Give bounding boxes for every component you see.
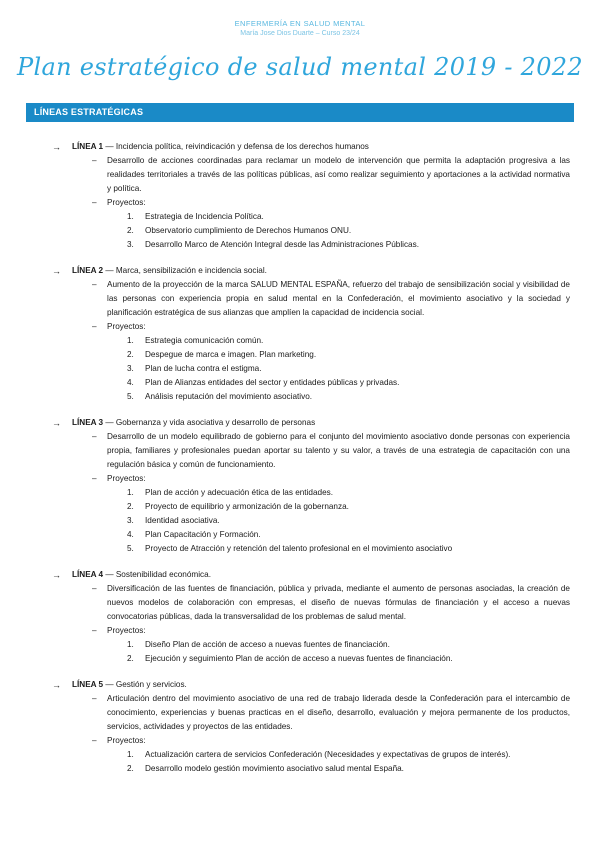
line-name: Gestión y servicios.	[115, 680, 187, 689]
line-heading	[0, 568, 600, 582]
project-item	[0, 210, 600, 224]
project-text: Identidad asociativa.	[145, 516, 220, 525]
project-item	[0, 514, 600, 528]
project-number: 1.	[127, 336, 134, 345]
project-item	[0, 224, 600, 238]
project-number: 2.	[127, 350, 134, 359]
project-text: Proyecto de Atracción y retención del talento profesional en el movimiento asociativo	[145, 544, 453, 553]
dash-bullet: –	[92, 694, 97, 703]
project-text: Plan de acción y adecuación ética de las entidades.	[145, 488, 333, 497]
project-number: 2.	[127, 502, 134, 511]
project-item	[0, 638, 600, 652]
project-item	[0, 390, 600, 404]
line-name: Incidencia política, reivindicación y defensa de los derechos humanos	[115, 142, 369, 151]
project-text: Análisis reputación del movimiento asociativo.	[145, 392, 313, 401]
strategic-lines	[0, 140, 600, 788]
header-author: María Jose Dios Duarte – Curso 23/24	[240, 30, 360, 37]
projects-label: Proyectos:	[107, 626, 146, 635]
dash-bullet: –	[92, 584, 97, 593]
line-label: LÍNEA 4	[72, 570, 104, 579]
strategic-line	[0, 678, 600, 776]
project-item	[0, 238, 600, 252]
description-text: Desarrollo de un modelo equilibrado de gobierno para el conjunto del movimiento asociativo donde personas con experiencia propia, familiares y profesionales puedan aportar su talento y su valor, a través de una estrategia de capacitación con una regulación básica y común de funcionamiento.	[107, 432, 570, 469]
dash-bullet: –	[92, 280, 97, 289]
project-number: 3.	[127, 240, 134, 249]
project-number: 4.	[127, 530, 134, 539]
line-heading	[0, 140, 600, 154]
line-separator: —	[103, 142, 116, 151]
page-header	[0, 0, 600, 39]
project-text: Plan de Alianzas entidades del sector y entidades públicas y privadas.	[145, 378, 400, 387]
line-description	[0, 154, 600, 196]
projects-label: Proyectos:	[107, 322, 146, 331]
project-text: Desarrollo Marco de Atención Integral desde las Administraciones Públicas.	[145, 240, 419, 249]
line-heading	[0, 264, 600, 278]
project-number: 2.	[127, 654, 134, 663]
project-text: Proyecto de equilibrio y armonización de la gobernanza.	[145, 502, 349, 511]
projects-heading	[0, 624, 600, 638]
line-label: LÍNEA 2	[72, 266, 104, 275]
project-item	[0, 542, 600, 556]
strategic-line	[0, 416, 600, 556]
dash-bullet: –	[92, 198, 97, 207]
line-label: LÍNEA 3	[72, 418, 104, 427]
projects-heading	[0, 196, 600, 210]
line-label: LÍNEA 5	[72, 680, 104, 689]
project-text: Ejecución y seguimiento Plan de acción de acceso a nuevas fuentes de financiación.	[145, 654, 453, 663]
line-title	[72, 568, 211, 582]
project-list	[0, 486, 600, 556]
project-number: 5.	[127, 392, 134, 401]
line-separator: —	[103, 418, 116, 427]
dash-bullet: –	[92, 156, 97, 165]
line-description	[0, 582, 600, 624]
project-item	[0, 348, 600, 362]
arrow-icon: →	[52, 418, 61, 428]
project-item	[0, 500, 600, 514]
project-list	[0, 638, 600, 666]
project-text: Estrategia comunicación común.	[145, 336, 264, 345]
line-title	[72, 678, 187, 692]
project-number: 1.	[127, 488, 134, 497]
arrow-icon: →	[52, 266, 61, 276]
project-text: Diseño Plan de acción de acceso a nuevas fuentes de financiación.	[145, 640, 390, 649]
project-item	[0, 762, 600, 776]
project-item	[0, 652, 600, 666]
dash-bullet: –	[92, 736, 97, 745]
project-text: Plan Capacitación y Formación.	[145, 530, 261, 539]
project-item	[0, 748, 600, 762]
arrow-icon: →	[52, 142, 61, 152]
arrow-icon: →	[52, 570, 61, 580]
line-name: Marca, sensibilización e incidencia social.	[115, 266, 267, 275]
line-title	[72, 264, 267, 278]
project-text: Observatorio cumplimiento de Derechos Humanos ONU.	[145, 226, 352, 235]
description-text: Diversificación de las fuentes de financiación, pública y privada, mediante el aumento de personas asociadas, la creación de nuevos modelos de colaboración con empresas, el diseño de nuevas fórmulas de financiación y el acceso a nuevas convocatorias públicas, dada la transversalidad de los problemas de salud mental.	[107, 584, 570, 621]
description-text: Desarrollo de acciones coordinadas para reclamar un modelo de intervención que permita la adaptación progresiva a las realidades territoriales a través de las políticas públicas, así como realizar seguimiento y aportaciones a la actividad normativa y política.	[107, 156, 570, 193]
project-item	[0, 528, 600, 542]
project-list	[0, 748, 600, 776]
project-list	[0, 334, 600, 404]
project-text: Estrategia de Incidencia Política.	[145, 212, 264, 221]
projects-label: Proyectos:	[107, 474, 146, 483]
project-number: 1.	[127, 212, 134, 221]
project-text: Plan de lucha contra el estigma.	[145, 364, 262, 373]
dash-bullet: –	[92, 626, 97, 635]
line-heading	[0, 678, 600, 692]
line-description	[0, 278, 600, 320]
project-number: 4.	[127, 378, 134, 387]
project-number: 1.	[127, 640, 134, 649]
line-separator: —	[103, 680, 116, 689]
line-label: LÍNEA 1	[72, 142, 104, 151]
line-separator: —	[103, 266, 116, 275]
strategic-line	[0, 140, 600, 252]
projects-heading	[0, 472, 600, 486]
dash-bullet: –	[92, 432, 97, 441]
project-list	[0, 210, 600, 252]
project-number: 3.	[127, 364, 134, 373]
page-title: Plan estratégico de salud mental 2019 - 2022	[17, 53, 583, 81]
line-description	[0, 430, 600, 472]
projects-label: Proyectos:	[107, 736, 146, 745]
project-text: Desarrollo modelo gestión movimiento asociativo salud mental España.	[145, 764, 404, 773]
strategic-line	[0, 264, 600, 404]
project-number: 1.	[127, 750, 134, 759]
line-title	[72, 416, 315, 430]
section-heading: LÍNEAS ESTRATÉGICAS	[26, 103, 574, 122]
projects-heading	[0, 320, 600, 334]
dash-bullet: –	[92, 322, 97, 331]
project-item	[0, 334, 600, 348]
project-number: 2.	[127, 226, 134, 235]
project-text: Actualización cartera de servicios Confederación (Necesidades y expectativas de grupos de interés).	[145, 750, 511, 759]
project-item	[0, 376, 600, 390]
dash-bullet: –	[92, 474, 97, 483]
project-number: 2.	[127, 764, 134, 773]
project-item	[0, 486, 600, 500]
arrow-icon: →	[52, 680, 61, 690]
line-name: Sostenibilidad económica.	[115, 570, 211, 579]
projects-heading	[0, 734, 600, 748]
description-text: Articulación dentro del movimiento asociativo de una red de trabajo liderada desde la Confederación para el intercambio de conocimiento, experiencias y buenas practicas en el diseño, desarrollo, evaluación y mejora permanente de los productos, servicios, actividades y proyectos de las entidades.	[107, 694, 570, 731]
strategic-line	[0, 568, 600, 666]
project-text: Despegue de marca e imagen. Plan marketing.	[145, 350, 317, 359]
project-number: 3.	[127, 516, 134, 525]
header-subject: ENFERMERÍA EN SALUD MENTAL	[234, 19, 366, 28]
project-number: 5.	[127, 544, 134, 553]
line-heading	[0, 416, 600, 430]
line-separator: —	[103, 570, 116, 579]
line-description	[0, 692, 600, 734]
project-item	[0, 362, 600, 376]
description-text: Aumento de la proyección de la marca SALUD MENTAL ESPAÑA, refuerzo del trabajo de sensibilización social y visibilidad de las personas con experiencia propia en salud mental en la Confederación, el movimiento asociativo y la sociedad y planificación estratégica de sus alianzas que amplíen la capacidad de incidencia social.	[107, 280, 570, 317]
line-title	[72, 140, 369, 154]
projects-label: Proyectos:	[107, 198, 146, 207]
line-name: Gobernanza y vida asociativa y desarrollo de personas	[115, 418, 316, 427]
